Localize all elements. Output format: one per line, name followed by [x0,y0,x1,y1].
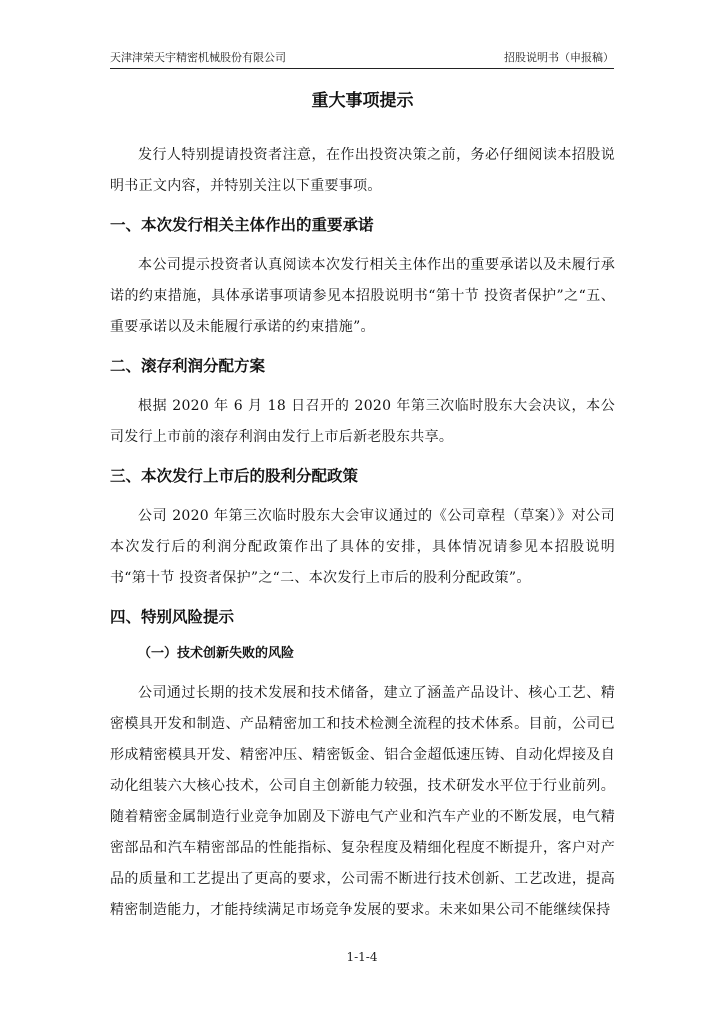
section-heading-dividend-policy: 三、本次发行上市后的股利分配政策 [110,467,359,485]
section-heading-commitments: 一、本次发行相关主体作出的重要承诺 [110,216,374,234]
section-paragraph-commitments: 本公司提示投资者认真阅读本次发行相关主体作出的重要承诺以及未履行承诺的约束措施，具体承诺事项请参见本招股说明书“第十节 投资者保护”之“五、重要承诺以及未能履行承诺的约束措施”。 [110,257,615,335]
header-company-name: 天津津荣天宇精密机械股份有限公司 [110,51,286,64]
section-paragraph-tech-risk: 公司通过长期的技术发展和技术储备，建立了涵盖产品设计、核心工艺、精密模具开发和制造、产品精密加工和技术检测全流程的技术体系。目前，公司已形成精密模具开发、精密冲压、精密钣金、铝合金超低速压铸、自动化焊接及自动化组装六大核心技术，公司自主创新能力较强，技术研发水平位于行业前列。随着精密金属制造行业竞争加剧及下游电气产业和汽车产业的不断发展，电气精密部品和汽车精密部品的性能指标、复杂程度及精细化程度不断提升，客户对产品的质量和工艺提出了更高的要求，公司需不断进行技术创新、工艺改进，提高精密制造能力，才能持续满足市场竞争发展的要求。未来如果公司不能继续保持 [110,685,615,918]
page-content [110,88,615,926]
subsection-heading-tech-risk: （一）技术创新失败的风险 [138,646,295,661]
section-heading-retained-profit: 二、滚存利润分配方案 [110,357,266,375]
section-paragraph-dividend-policy: 公司 2020 年第三次临时股东大会审议通过的《公司章程（草案）》对公司本次发行后的利润分配政策作出了具体的安排，具体情况请参见本招股说明书“第十节 投资者保护”之“二、本次发行上市后的股利分配政策”。 [110,508,615,586]
section-paragraph-retained-profit: 根据 2020 年 6 月 18 日召开的 2020 年第三次临时股东大会决议，本公司发行上市前的滚存利润由发行上市后新老股东共享。 [110,398,615,445]
page-header [110,50,614,69]
document-title: 重大事项提示 [311,91,414,111]
section-heading-risk: 四、特别风险提示 [110,608,235,626]
intro-paragraph: 发行人特别提请投资者注意，在作出投资决策之前，务必仔细阅读本招股说明书正文内容，并特别关注以下重要事项。 [110,147,615,194]
header-document-type: 招股说明书（申报稿） [504,51,614,64]
page-number: 1-1-4 [346,950,378,964]
